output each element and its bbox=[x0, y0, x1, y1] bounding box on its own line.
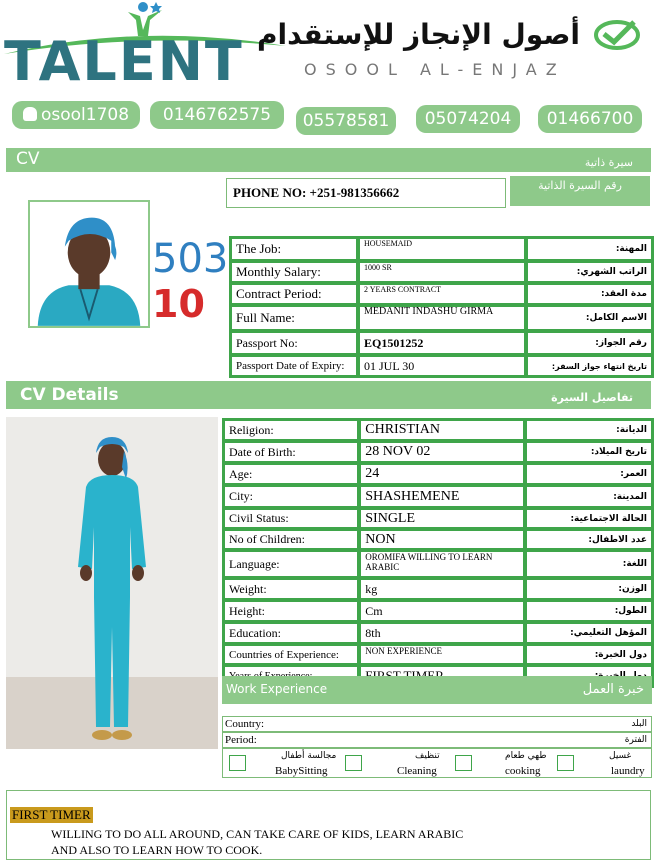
countries-experience-value: NON EXPERIENCE bbox=[360, 645, 524, 664]
cv-details-bar bbox=[6, 381, 651, 409]
children-label-arabic: عدد الاطفال: bbox=[526, 530, 652, 549]
cv-details-table bbox=[222, 418, 654, 688]
job-value: HOUSEMAID bbox=[359, 238, 525, 260]
notes-box bbox=[6, 790, 651, 860]
civil-status-label: Civil Status: bbox=[224, 509, 358, 528]
salary-label: Monthly Salary: bbox=[231, 262, 357, 282]
period-label-arabic: الفترة bbox=[624, 735, 647, 745]
skill-cooking bbox=[455, 751, 565, 777]
table-row bbox=[224, 601, 652, 621]
table-row bbox=[224, 420, 652, 440]
full-name-label-arabic: الاسم الكامل: bbox=[527, 306, 652, 330]
osool-english-name: OSOOL AL-ENJAZ bbox=[304, 60, 566, 79]
education-label-arabic: المؤهل التعليمي: bbox=[526, 623, 652, 643]
cooking-checkbox[interactable] bbox=[455, 755, 472, 771]
first-timer-tag: FIRST TIMER bbox=[12, 807, 91, 822]
job-label: The Job: bbox=[231, 238, 357, 260]
city-label: City: bbox=[224, 486, 358, 507]
language-label-arabic: اللغة: bbox=[526, 551, 652, 577]
table-row bbox=[231, 284, 652, 304]
cv-details-title-arabic: تفاصيل السيرة bbox=[551, 391, 633, 404]
check-mark-icon bbox=[594, 16, 640, 54]
cleaning-checkbox[interactable] bbox=[345, 755, 362, 771]
country-row bbox=[222, 716, 652, 732]
table-row bbox=[224, 645, 652, 664]
age-label: Age: bbox=[224, 464, 358, 484]
full-name-value: MEDANIT INDASHU GIRMA bbox=[359, 306, 525, 330]
city-label-arabic: المدينة: bbox=[526, 486, 652, 507]
table-row bbox=[224, 442, 652, 462]
skills-row bbox=[222, 748, 652, 778]
period-row bbox=[222, 732, 652, 748]
height-label: Height: bbox=[224, 601, 358, 621]
work-experience-title: Work Experience bbox=[226, 682, 328, 696]
countries-experience-label: Countries of Experience: bbox=[224, 645, 358, 664]
babysitting-checkbox[interactable] bbox=[229, 755, 246, 771]
period-label: Period: bbox=[225, 734, 257, 746]
table-row bbox=[224, 623, 652, 643]
dob-label: Date of Birth: bbox=[224, 442, 358, 462]
table-row bbox=[224, 486, 652, 507]
children-value: NON bbox=[360, 530, 524, 549]
passport-expiry-label-arabic: تاريخ انتهاء جواز السفر: bbox=[527, 356, 652, 376]
phone-contact-3: 05074204 bbox=[416, 105, 520, 133]
passport-no-label: Passport No: bbox=[231, 332, 357, 354]
phone-number: PHONE NO: +251-981356662 bbox=[226, 178, 506, 208]
weight-value: kg bbox=[360, 579, 524, 599]
contract-period-label: Contract Period: bbox=[231, 284, 357, 304]
skill-cleaning bbox=[345, 751, 455, 777]
dob-label-arabic: تاريخ الميلاد: bbox=[526, 442, 652, 462]
notes-line-1: WILLING TO DO ALL AROUND, CAN TAKE CARE OF KIDS, LEARN ARABIC bbox=[51, 827, 464, 841]
talent-logo-text: TALENT bbox=[4, 30, 244, 93]
table-row bbox=[231, 356, 652, 376]
full-body-photo bbox=[6, 417, 218, 749]
laundry-label: laundry bbox=[611, 765, 645, 777]
civil-status-label-arabic: الحالة الاجتماعية: bbox=[526, 509, 652, 528]
language-label: Language: bbox=[224, 551, 358, 577]
weight-label: Weight: bbox=[224, 579, 358, 599]
table-row bbox=[224, 530, 652, 549]
phone-contact-4: 01466700 bbox=[538, 105, 642, 133]
cleaning-label: Cleaning bbox=[397, 765, 437, 777]
city-value: SHASHEMENE bbox=[360, 486, 524, 507]
cv-number-arabic-label: رقم السيرة الذاتية bbox=[510, 176, 650, 206]
full-name-label: Full Name: bbox=[231, 306, 357, 330]
education-value: 8th bbox=[360, 623, 524, 643]
passport-expiry-value: 01 JUL 30 bbox=[359, 356, 525, 376]
dob-value: 28 NOV 02 bbox=[360, 442, 524, 462]
phone-contact-1: 0146762575 bbox=[150, 101, 284, 129]
portrait-photo bbox=[28, 200, 150, 328]
table-row bbox=[231, 306, 652, 330]
snapchat-contact: osool1708 bbox=[12, 101, 140, 129]
height-label-arabic: الطول: bbox=[526, 601, 652, 621]
religion-label-arabic: الديانة: bbox=[526, 420, 652, 440]
babysitting-label: BabySitting bbox=[275, 765, 328, 777]
cv-title-arabic: سيرة ذاتية bbox=[584, 156, 633, 169]
snapchat-icon bbox=[23, 107, 37, 121]
talent-logo bbox=[0, 0, 290, 95]
osool-logo bbox=[257, 8, 650, 88]
laundry-arabic: غسيل bbox=[609, 751, 632, 761]
passport-no-label-arabic: رقم الجواز: bbox=[527, 332, 652, 354]
notes-line-2: AND ALSO TO LEARN HOW TO COOK. bbox=[51, 843, 263, 857]
work-experience-title-arabic: خبرة العمل bbox=[582, 682, 644, 697]
babysitting-arabic: مجالسة أطفال bbox=[281, 751, 337, 761]
cv-section-bar bbox=[6, 148, 651, 172]
job-label-arabic: المهنة: bbox=[527, 238, 652, 260]
table-row bbox=[224, 579, 652, 599]
passport-expiry-label: Passport Date of Expiry: bbox=[231, 356, 357, 376]
cv-title: CV bbox=[16, 149, 40, 169]
cv-details-title: CV Details bbox=[20, 385, 119, 405]
osool-arabic-name: أصول الإنجاز للإستقدام bbox=[257, 18, 580, 51]
children-label: No of Children: bbox=[224, 530, 358, 549]
salary-label-arabic: الراتب الشهري: bbox=[527, 262, 652, 282]
cooking-arabic: طهي طعام bbox=[505, 751, 547, 761]
religion-label: Religion: bbox=[224, 420, 358, 440]
full-body-person-icon bbox=[6, 417, 218, 749]
age-label-arabic: العمر: bbox=[526, 464, 652, 484]
work-experience-bar bbox=[222, 676, 652, 704]
cleaning-arabic: تنظيف bbox=[415, 751, 440, 761]
height-value: Cm bbox=[360, 601, 524, 621]
skill-laundry bbox=[557, 751, 651, 777]
skill-babysitting bbox=[229, 751, 339, 777]
age-value: 24 bbox=[360, 464, 524, 484]
table-row bbox=[224, 464, 652, 484]
table-row bbox=[224, 509, 652, 528]
weight-label-arabic: الوزن: bbox=[526, 579, 652, 599]
table-row bbox=[231, 332, 652, 354]
contract-period-value: 2 YEARS CONTRACT bbox=[359, 284, 525, 304]
passport-no-value: EQ1501252 bbox=[359, 332, 525, 354]
table-row bbox=[224, 551, 652, 577]
cv-code-primary: 503 bbox=[152, 236, 229, 282]
contract-period-label-arabic: مدة العقد: bbox=[527, 284, 652, 304]
language-value: OROMIFA WILLING TO LEARN ARABIC bbox=[360, 551, 524, 577]
country-label-arabic: البلد bbox=[631, 719, 647, 729]
cooking-label: cooking bbox=[505, 765, 541, 777]
education-label: Education: bbox=[224, 623, 358, 643]
religion-value: CHRISTIAN bbox=[360, 420, 524, 440]
table-row bbox=[231, 238, 652, 260]
cv-code-secondary: 10 bbox=[152, 282, 205, 326]
portrait-person-icon bbox=[30, 202, 148, 326]
countries-experience-label-arabic: دول الخبرة: bbox=[526, 645, 652, 664]
salary-value: 1000 SR bbox=[359, 262, 525, 282]
country-label: Country: bbox=[225, 718, 265, 730]
civil-status-value: SINGLE bbox=[360, 509, 524, 528]
laundry-checkbox[interactable] bbox=[557, 755, 574, 771]
phone-contact-2: 05578581 bbox=[296, 107, 396, 135]
job-info-table bbox=[229, 236, 654, 378]
table-row bbox=[231, 262, 652, 282]
